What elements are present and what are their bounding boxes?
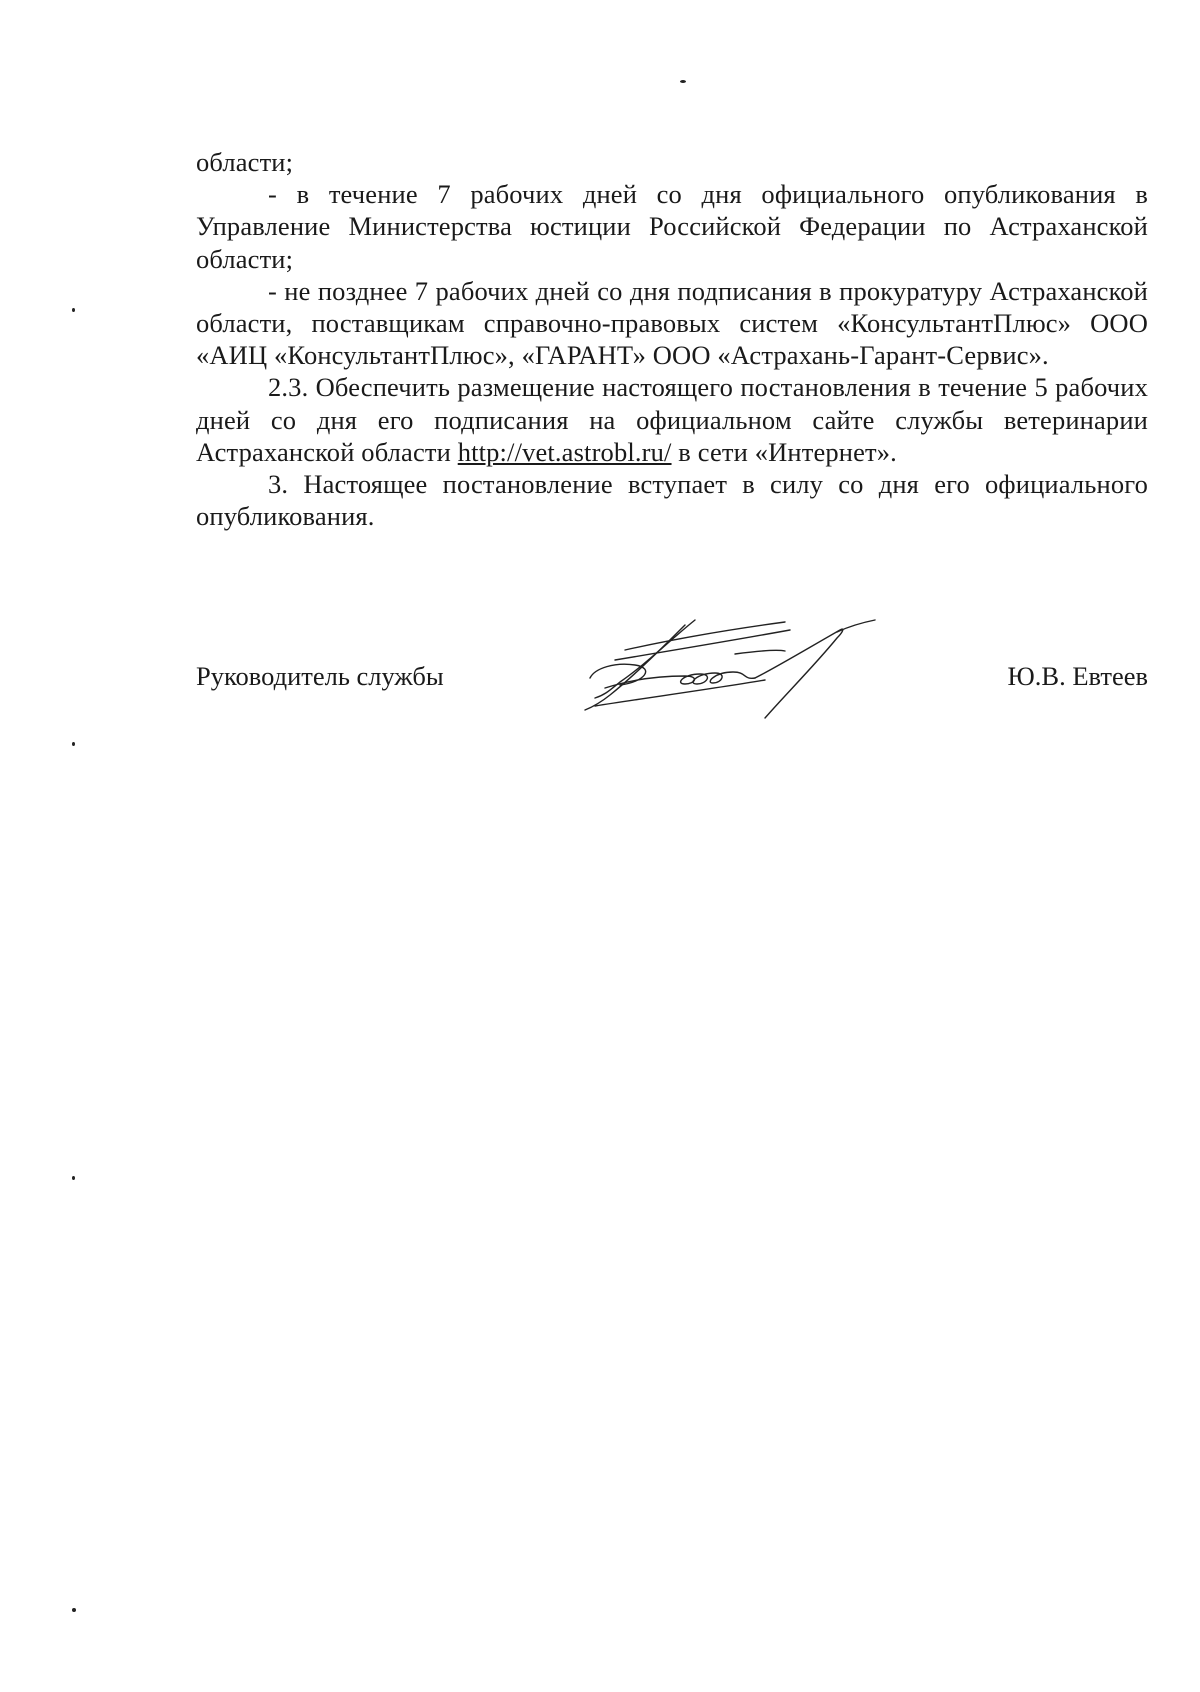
paragraph-continuation: области;: [196, 147, 294, 177]
scan-speck: [72, 742, 75, 746]
scan-speck: [72, 308, 75, 312]
scan-speck: [72, 1176, 75, 1180]
handwritten-signature: [575, 610, 915, 720]
scan-speck: [680, 80, 686, 83]
paragraph-3: 3. Настоящее постановление вступает в силу со дня его официального опубликования.: [196, 469, 1148, 532]
paragraph-2-3-text: 2.3. Обеспечить размещение настоящего постановления в течение 5 рабочих дней со дня его подписания на официальном сайте службы ветеринарии Астраханской области: [196, 372, 1148, 467]
document-body: [196, 146, 1148, 532]
paragraph-2-3-tail: в сети «Интернет».: [671, 436, 897, 467]
website-link[interactable]: http://vet.astrobl.ru/: [457, 436, 672, 467]
paragraph-2-3: [196, 371, 1148, 468]
paragraph-ministry-justice: - в течение 7 рабочих дней со дня официального опубликования в Управление Министерства юстиции Российской Федерации по Астраханской области;: [196, 179, 1148, 274]
paragraph-prosecutor: - не позднее 7 рабочих дней со дня подписания в прокуратуру Астраханской области, поставщикам справочно-правовых систем «КонсультантПлюс» ООО «АИЦ «КонсультантПлюс», «ГАРАНТ» ООО «Астрахань-Гарант-Сервис».: [196, 275, 1148, 371]
signatory-title: Руководитель службы: [196, 661, 444, 691]
signatory-name: Ю.В. Евтеев: [1007, 661, 1148, 691]
scan-speck: [72, 1608, 76, 1612]
